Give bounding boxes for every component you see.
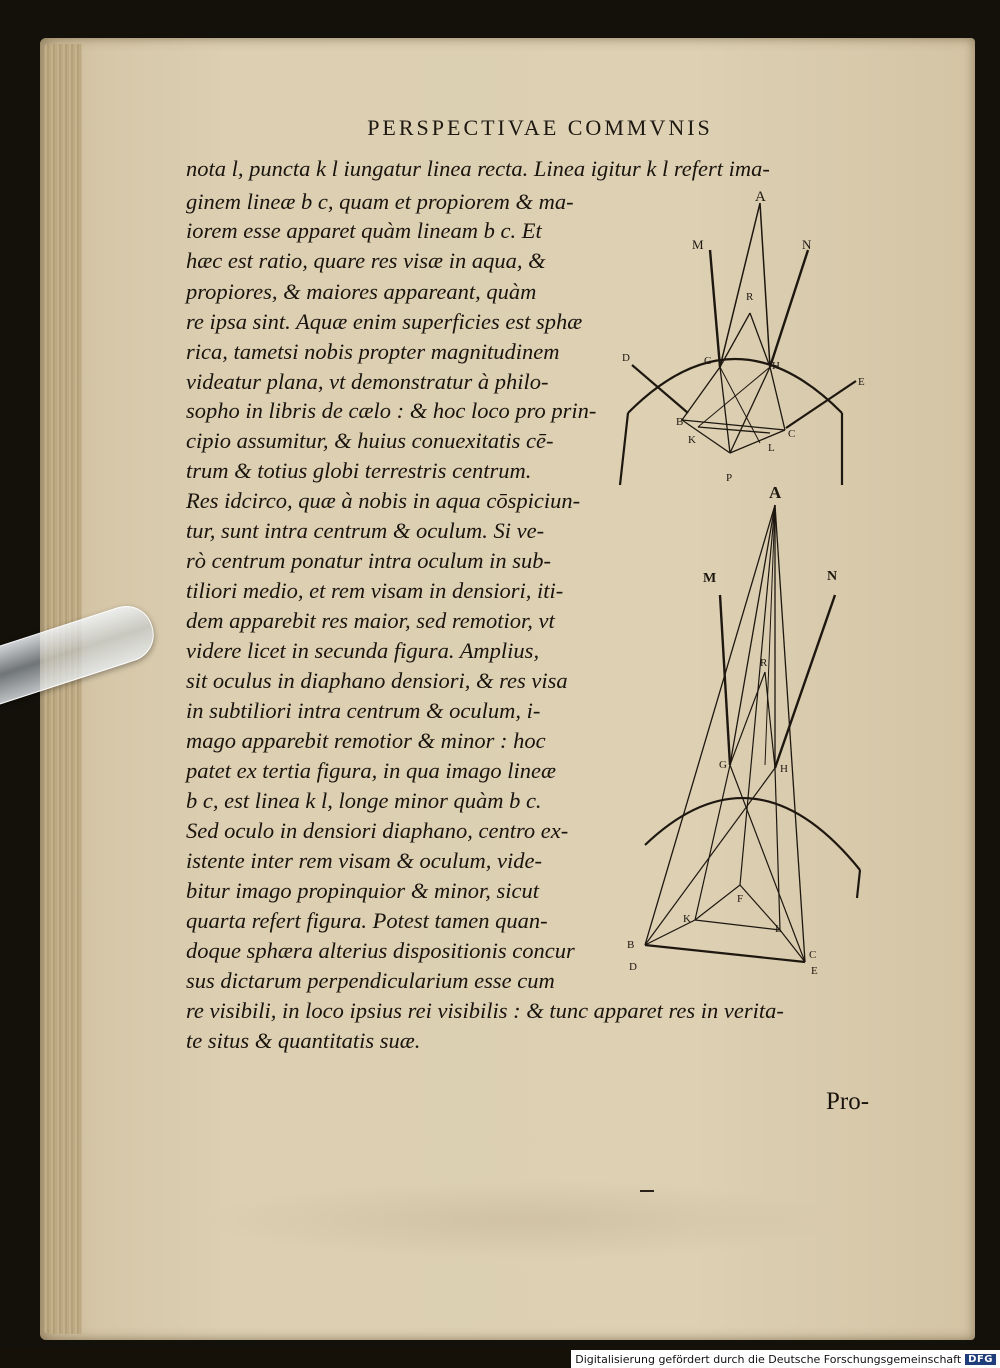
label-G: G	[704, 355, 712, 367]
text-line: hæc est ratio, quare res visæ in aqua, &	[186, 248, 546, 273]
show-through-bleed	[200, 1180, 850, 1260]
label-N: N	[827, 569, 838, 584]
text-line: bitur imago propinquior & minor, sicut	[186, 878, 539, 903]
label-F: F	[737, 893, 744, 905]
text-line: mago apparebit remotior & minor : hoc	[186, 728, 546, 753]
text-line: sopho in libris de cælo : & hoc loco pro prin-	[186, 398, 597, 423]
text-line: propiores, & maiores appareant, quàm	[186, 279, 537, 304]
text-line: videre licet in secunda figura. Amplius,	[186, 638, 540, 663]
label-K: K	[688, 434, 696, 446]
text-line: videatur plana, vt demonstratur à philo-	[186, 369, 549, 394]
text-line: ginem lineæ b c, quam et propiorem & ma-	[186, 189, 574, 214]
label-L: L	[768, 442, 775, 454]
label-K: K	[683, 913, 691, 925]
label-C: C	[788, 428, 796, 440]
text-line: sit oculus in diaphano densiori, & res visa	[186, 668, 568, 693]
text-line: in subtiliori intra centrum & oculum, i-	[186, 698, 541, 723]
text-line: trum & totius globi terrestris centrum.	[186, 458, 532, 483]
label-P: P	[726, 472, 733, 484]
label-C: C	[809, 949, 817, 961]
refraction-diagram-2	[625, 480, 875, 990]
digitization-credit	[571, 1350, 1000, 1368]
page-footer-mark	[640, 1190, 654, 1192]
label-R: R	[760, 657, 768, 669]
text-line: istente inter rem visam & oculum, vide-	[186, 848, 542, 873]
label-L: L	[775, 923, 782, 935]
running-head: PERSPECTIVAE COMMVNIS	[367, 115, 713, 140]
text-line: rica, tametsi nobis propter magnitudinem	[186, 339, 560, 364]
label-H: H	[772, 360, 780, 372]
text-line: Sed oculo in densiori diaphano, centro ex-	[186, 818, 569, 843]
text-line: te situs & quantitatis suæ.	[186, 1028, 421, 1053]
label-G: G	[719, 759, 727, 771]
dfg-logo: DFG	[965, 1354, 996, 1365]
refraction-diagram-1	[610, 185, 900, 495]
text-line: b c, est linea k l, longe minor quàm b c.	[186, 788, 542, 813]
page-edges	[44, 44, 82, 1334]
catchword: Pro-	[826, 1088, 870, 1115]
label-B: B	[627, 939, 635, 951]
text-line: re visibili, in loco ipsius rei visibilis : & tunc apparet res in verita-	[186, 998, 784, 1023]
text-line: doque sphæra alterius dispositionis concur	[186, 938, 575, 963]
text-line: cipio assumitur, & huius conuexitatis cē-	[186, 428, 554, 453]
label-E: E	[811, 965, 818, 977]
label-N: N	[802, 237, 812, 252]
text-line: quarta refert figura. Potest tamen quan-	[186, 908, 548, 933]
text-line: Res idcirco, quæ à nobis in aqua cōspiciun-	[186, 488, 581, 513]
text-line: patet ex tertia figura, in qua imago lineæ	[186, 758, 556, 783]
text-line: nota l, puncta k l iungatur linea recta. Linea igitur k l refert ima-	[186, 156, 770, 181]
label-A: A	[769, 483, 782, 502]
text-line: dem apparebit res maior, sed remotior, vt	[186, 608, 555, 633]
label-A: A	[755, 189, 766, 205]
label-D: D	[622, 352, 630, 364]
label-E: E	[858, 376, 865, 388]
text-line: re ipsa sint. Aquæ enim superficies est sphæ	[186, 309, 583, 334]
text-line: rò centrum ponatur intra oculum in sub-	[186, 548, 551, 573]
label-H: H	[780, 763, 788, 775]
label-M: M	[692, 237, 704, 252]
label-B: B	[676, 416, 684, 428]
text-line: sus dictarum perpendicularium esse cum	[186, 968, 555, 993]
credit-text: Digitalisierung gefördert durch die Deutsche Forschungsgemeinschaft	[575, 1352, 962, 1366]
text-line: iorem esse apparet quàm lineam b c. Et	[186, 218, 542, 243]
label-D: D	[629, 961, 637, 973]
text-line: tiliori medio, et rem visam in densiori, iti-	[186, 578, 564, 603]
text-line: tur, sunt intra centrum & oculum. Si ve-	[186, 518, 545, 543]
label-M: M	[703, 571, 717, 586]
label-R: R	[746, 291, 754, 303]
